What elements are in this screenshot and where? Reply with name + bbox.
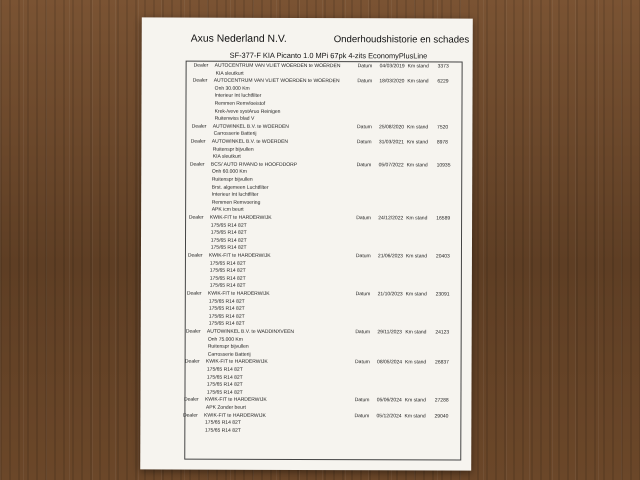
datum-label: Datum — [357, 123, 372, 131]
record-date: 08/05/2024 — [377, 359, 403, 366]
record-date: 04/03/2019 — [379, 63, 405, 70]
km-value: 23091 — [435, 291, 450, 298]
record-item: 175/65 R14 82T — [209, 275, 246, 282]
datum-label: Datum — [355, 291, 371, 298]
km-label: Km stand — [405, 253, 428, 260]
record-item: 175/65 R14 82T — [208, 313, 245, 320]
dealer-label: Dealer — [186, 290, 202, 297]
record-item: 175/65 R14 82T — [208, 321, 245, 328]
dealer-name: BCS/ AUTO RIVANO te HOOFDDORP — [210, 161, 298, 168]
record-item: Onh 75.000 Km — [207, 336, 243, 343]
km-label: Km stand — [406, 139, 428, 146]
company-name: Axus Nederland N.V. — [190, 33, 287, 45]
dealer-name: KWIK-FIT te HARDERWIJK — [207, 290, 270, 297]
km-label: Km stand — [407, 124, 429, 131]
datum-label: Datum — [356, 215, 371, 222]
datum-label: Datum — [354, 412, 370, 419]
datum-label: Datum — [356, 139, 372, 146]
record-date: 05/07/2022 — [378, 162, 404, 169]
dealer-label: Dealer — [191, 123, 207, 130]
dealer-name: AUTOWINKEL B.V. te WADDINXVEEN — [206, 328, 295, 335]
km-label: Km stand — [404, 412, 426, 420]
km-label: Km stand — [407, 63, 429, 70]
km-label: Km stand — [405, 291, 427, 298]
km-label: Km stand — [405, 329, 427, 336]
vehicle-title: SF-377-F KIA Picanto 1.0 MPi 67pk 4-zits EconomyPlusLine — [229, 50, 428, 61]
record-item: Onh 30.000 Km — [214, 85, 250, 92]
record-item: Brst. algemeen Luchtfilter — [211, 184, 269, 191]
record-item: 175/65 R14 82T — [208, 305, 245, 312]
record-item: 175/65 R14 82T — [209, 260, 246, 267]
km-value: 10935 — [436, 162, 451, 169]
dealer-name: KWIK-FIT te HARDERWIJK — [205, 359, 268, 366]
record-item: 175/65 R14 82T — [209, 267, 246, 274]
record-item: Interieur Int luchtfilter — [214, 93, 262, 100]
record-item: 175/65 R14 82T — [210, 229, 247, 236]
record-date: 05/06/2024 — [376, 397, 402, 404]
record-item: 175/65 R14 82T — [206, 366, 243, 373]
record-item: KIA sleutkurt — [215, 70, 244, 77]
record-item: 175/65 R14 82T — [206, 374, 243, 381]
record-date: 05/12/2024 — [376, 412, 402, 419]
record-item: APK icm beurt — [211, 207, 244, 214]
datum-label: Datum — [357, 63, 373, 70]
dealer-label: Dealer — [183, 412, 198, 419]
record-item: 175/65 R14 82T — [210, 222, 247, 229]
km-value: 8978 — [436, 139, 448, 146]
dealer-label: Dealer — [185, 328, 201, 335]
dealer-name: AUTOCENTRUM VAN VLIET WOERDEN te WOERDEN — [213, 77, 340, 85]
km-label: Km stand — [407, 78, 429, 85]
dealer-name: KWIK-FIT te HARDERWIJK — [209, 214, 272, 221]
dealer-name: KWIK-FIT te HARDERWIJK — [204, 397, 267, 404]
km-value: 29040 — [434, 413, 449, 420]
km-value: 24123 — [435, 329, 450, 336]
record-item: 175/65 R14 82T — [205, 419, 241, 426]
dealer-name: KWIK-FIT te HARDERWIJK — [204, 412, 266, 419]
record-date: 25/08/2020 — [379, 124, 405, 131]
record-date: 21/10/2023 — [377, 291, 403, 298]
record-item: KIA sleutkurt — [212, 153, 241, 160]
dealer-name: AUTOWINKEL B.V. te WOERDEN — [211, 138, 289, 145]
record-item: APK Zonder beurt — [205, 404, 246, 411]
record-date: 29/11/2023 — [377, 329, 402, 336]
dealer-name: AUTOCENTRUM VAN VLIET WOERDEN te WOERDEN — [214, 62, 341, 70]
dealer-label: Dealer — [192, 77, 208, 84]
km-value: 3373 — [437, 63, 449, 70]
record-item: 175/65 R14 82T — [204, 427, 241, 434]
record-date: 24/12/2022 — [378, 215, 404, 222]
document-title: Onderhoudshistorie en schades — [333, 34, 470, 46]
datum-label: Datum — [355, 253, 371, 260]
record-item: Ruitenspr bijvullen — [207, 343, 249, 350]
record-item: Ruitenspr bijvullen — [211, 176, 253, 183]
record-item: Interieur Int luchtfilter — [211, 191, 259, 199]
datum-label: Datum — [356, 161, 372, 169]
km-value: 26837 — [435, 359, 449, 366]
record-item: 175/65 R14 82T — [208, 298, 245, 305]
km-value: 7520 — [437, 124, 449, 131]
datum-label: Datum — [357, 78, 373, 85]
dealer-label: Dealer — [183, 396, 199, 404]
datum-label: Datum — [355, 359, 370, 366]
km-label: Km stand — [406, 162, 428, 169]
record-date: 18/03/2020 — [379, 78, 405, 85]
km-value: 16589 — [436, 215, 451, 222]
record-date: 21/06/2023 — [377, 253, 403, 260]
km-value: 6229 — [437, 78, 449, 85]
record-item: Ruitenwiss blad V — [214, 115, 255, 123]
paper-sheet — [140, 17, 473, 470]
dealer-name: AUTOWINKEL B.V. te WOERDEN — [212, 123, 289, 130]
record-item: 175/65 R14 82T — [209, 283, 246, 290]
datum-label: Datum — [354, 397, 370, 404]
record-item: 175/65 R14 82T — [206, 381, 243, 388]
km-value: 27288 — [434, 397, 449, 404]
record-item: Carrosserie Batterij — [207, 351, 251, 358]
dealer-label: Dealer — [184, 358, 200, 366]
km-value: 20403 — [435, 253, 450, 260]
dealer-label: Dealer — [187, 252, 203, 259]
km-label: Km stand — [404, 397, 426, 404]
dealer-label: Dealer — [190, 138, 206, 145]
dealer-label: Dealer — [188, 214, 204, 221]
record-item: Carrosserie Batterij — [213, 131, 257, 138]
record-item: Remmen Remvoering — [211, 199, 261, 206]
dealer-label: Dealer — [189, 161, 205, 168]
record-item: Krek-/veve systAruo Reinigen — [214, 108, 281, 115]
record-item: 175/65 R14 82T — [206, 389, 243, 396]
km-label: Km stand — [406, 215, 428, 222]
record-item: Ruitenspr bijvullen — [212, 146, 254, 153]
record-item: 175/65 R14 82T — [210, 237, 247, 244]
km-label: Km stand — [405, 359, 427, 366]
record-item: Remmen Remvloeistof — [214, 100, 266, 107]
record-item: 175/65 R14 82T — [210, 245, 247, 252]
record-date: 31/03/2021 — [378, 139, 404, 146]
dealer-label: Dealer — [193, 62, 209, 69]
record-item: Onh 60.000 Km — [211, 169, 247, 176]
dealer-name: KWIK-FIT te HARDERWIJK — [208, 252, 271, 259]
datum-label: Datum — [355, 329, 371, 336]
